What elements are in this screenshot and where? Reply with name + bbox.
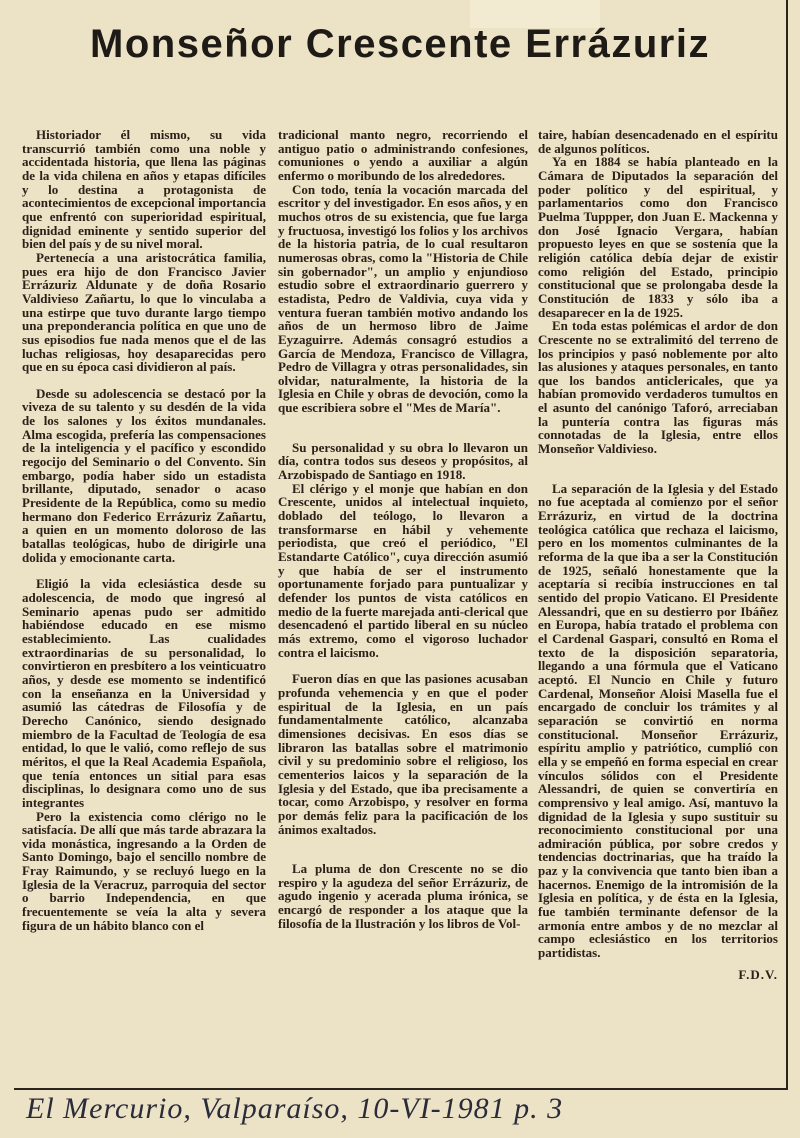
paragraph: Ya en 1884 se había planteado en la Cámara de Diputados la separación del poder político y del espiritual, y parlamentarios como don Francisco Puelma Tuppper, don Juan E. Mackenna y don José Ignacio Vergara, habían propuesto leyes en que se sostenía que la religión católica debía dejar de existir como religión del Estado, principio constitucional que se prolongaba desde la Constitución de 1833 y sólo iba a desaparecer en la de 1925. (538, 154, 778, 320)
paragraph: Pero la existencia como clérigo no le satisfacía. De allí que más tarde abrazara la vida monástica, ingresando a la Orden de Santo Domingo, bajo el sencillo nombre de Fray Raimundo, y se recluyó luego en la Iglesia de la Veracruz, parroquia del sector o barrio Independencia, en que frecuentemente se veía la alta y severa figura de un hábito blanco con el (22, 808, 266, 933)
article-column-2 (278, 128, 528, 1088)
paragraph: Fueron días en que las pasiones acusaban profunda vehemencia y en que el poder espiritual de la Iglesia, en un país fundamentalmente católico, alcanzaba dimensiones decisivas. En esos días se libraron las batallas sobre el matrimonio civil y su predominio sobre el religioso, los cementerios laicos y la separación de la Iglesia y del Estado, que iba precisamente a tocar, como Arzobispo, y resolver en forma por demás feliz para la pacificación de los ánimos exaltados. (278, 671, 528, 837)
handwritten-source-note: El Mercurio, Valparaíso, 10-VI-1981 p. 3 (26, 1092, 564, 1125)
paragraph: Con todo, tenía la vocación marcada del escritor y del investigador. En esos años, y en muchos otros de su existencia, que fue larga y fructuosa, investigó los folios y los archivos de la historia patria, de lo cual resultaron numerosas obras, como la "Historia de Chile sin gobernador", un amplio y enjundioso estudio sobre el extraordinario guerrero y estadista, Pedro de Valdivia, cuya vida y ventura fueran también motivo andando los años de un hermoso libro de Jaime Eyzaguirre. Además consagró estudios a García de Mendoza, Francisco de Villagra, Pedro de Villagra y otras personalidades, sin olvidar, naturalmente, la historia de la Iglesia en Chile y obras de devoción, como la que escribiera sobre el "Mes de María". (278, 181, 528, 416)
bottom-rule (14, 1088, 788, 1090)
paragraph: tradicional manto negro, recorriendo el antiguo patio o administrando confesiones, comuniones o yendo a auxiliar a algún enfermo o moribundo de los alrededores. (278, 128, 528, 183)
paragraph: taire, habían desencadenado en el espíritu de algunos políticos. (538, 128, 778, 156)
article-column-3 (538, 128, 778, 1088)
paragraph: La pluma de don Crescente no se dio respiro y la agudeza del señor Errázuriz, de agudo ingenio y acerada pluma irónica, se encargó de responder a los ataque que la filosofía de la Ilustración y los libros de Vol- (278, 861, 528, 931)
column-border (786, 0, 788, 1090)
paragraph: Eligió la vida eclesiástica desde su adolescencia, de modo que ingresó al Seminario apenas pudo ser admitido habiéndose educado en ese mismo establecimiento. Las cualidades extraordinarias de su personalidad, lo convirtieron en presbítero a los veinticuatro años, y desde ese momento se indentificó con la enseñanza en la Universidad y asumió las cátedras de Filosofía y de Derecho Canónico, siendo designado miembro de la Facultad de Teología de esa entidad, lo que le valió, como reflejo de sus méritos, el que la Real Academia Española, que tenía entonces un sitial para esas disciplinas, lo designara como uno de sus integrantes (22, 576, 266, 810)
paragraph: En toda estas polémicas el ardor de don Crescente no se extralimitó del terreno de los principios y pasó noblemente por alto las alusiones y ataques personales, en tanto que los bandos anticlericales, que ya habían promovido verdaderos tumultos en el asunto del canónigo Taforó, arreciaban la puntería contra las figuras más connotadas de la Iglesia, entre ellos Monseñor Valdivieso. (538, 318, 778, 457)
article-column-1 (22, 128, 266, 1088)
paragraph: Pertenecía a una aristocrática familia, pues era hijo de don Francisco Javier Errázuriz Aldunate y de doña Rosario Valdivieso Zañartu, lo que lo vinculaba a una estirpe que tuvo durante largo tiempo una preponderancia política en que uno de sus episodios fue nada menos que el de las luchas religiosas, hoy desaparecidas pero que en su época casi dividieron al país. (22, 249, 266, 375)
paragraph: Desde su adolescencia se destacó por la viveza de su talento y su desdén de la vida de los salones y los éxitos mundanales. Alma escogida, prefería las compensaciones de la inteligencia y el pacífico y escondido regocijo del Seminario o del Convento. Sin embargo, podía haber sido un estadista brillante, diputado, senador o acaso Presidente de la República, como su medio hermano don Federico Errázuriz Zañartu, a quien en un momento doloroso de las batallas teológicas, hubo de dirigirle una dolida y emocionante carta. (22, 385, 266, 565)
article-title: Monseñor Crescente Errázuriz (90, 22, 710, 66)
paragraph: Historiador él mismo, su vida transcurrió también como una noble y accidentada historia, que llena las páginas de la vida chilena en años y etapas difíciles y lo destina a protagonista de acontecimientos de excepcional importancia que enfrentó con superioridad espiritual, dignidad eminente y sentido superior del bien del país y de su nivel moral. (22, 128, 266, 252)
author-signature: F.D.V. (738, 966, 778, 982)
paragraph: El clérigo y el monje que habían en don Crescente, unidos al intelectual inquieto, doblado del teólogo, lo llevaron a transformarse en hábil y vehemente periodista, que creó el periódico, "El Estandarte Católico", cuya dirección asumió y que había de ser el instrumento oportunamente forjado para puntualizar y defender los puntos de vista católicos en medio de la fuerte marejada anti-clerical que desencadenó el partido liberal en su núcleo más extremo, como el vigoroso luchador contra el laicismo. (278, 480, 528, 660)
paragraph: Su personalidad y su obra lo llevaron un día, contra todos sus deseos y propósitos, al Arzobispado de Santiago en 1918. (278, 439, 528, 483)
paragraph: La separación de la Iglesia y del Estado no fue aceptada al comienzo por el señor Errázuriz, en virtud de la doctrina teológica católica que rechaza el laicismo, pero en los momentos culminantes de la reforma de la que iba a ser la Constitución de 1925, señaló honestamente que la aceptaría si recibía instrucciones en tal sentido del propio Vaticano. El Presidente Alessandri, que en su destierro por Ibáñez en Europa, había tratado el problema con el Cardenal Gaspari, consultó en Roma el texto de la disposición separatoria, llegando a una fórmula que el Vaticano aceptó. El Nuncio en Chile y futuro Cardenal, Monseñor Aloisi Masella fue el encargado de concluir los trámites y al separación se convirtió en norma constitucional. Monseñor Errázuriz, espíritu amplio y patriótico, cumplió con ella y se empeñó en forma especial en crear vínculos sólidos con el Presidente Alessandri, de quien se convertiría en comprensivo y leal amigo. Así, mantuvo la dignidad de la Iglesia y supo sustituir su reconocimiento constitucional por una admiración pública, por sobre credos y tendencias doctrinarias, que ha traído la paz y la convivencia que tanto bien iban a hacernos. Enemigo de la intromisión de la Iglesia en política, y de ésta en la Iglesia, fue también terminante defensor de la armonía entre ambos y de no mezclar al campo eclesiástico en los territorios partidistas. (538, 480, 778, 961)
